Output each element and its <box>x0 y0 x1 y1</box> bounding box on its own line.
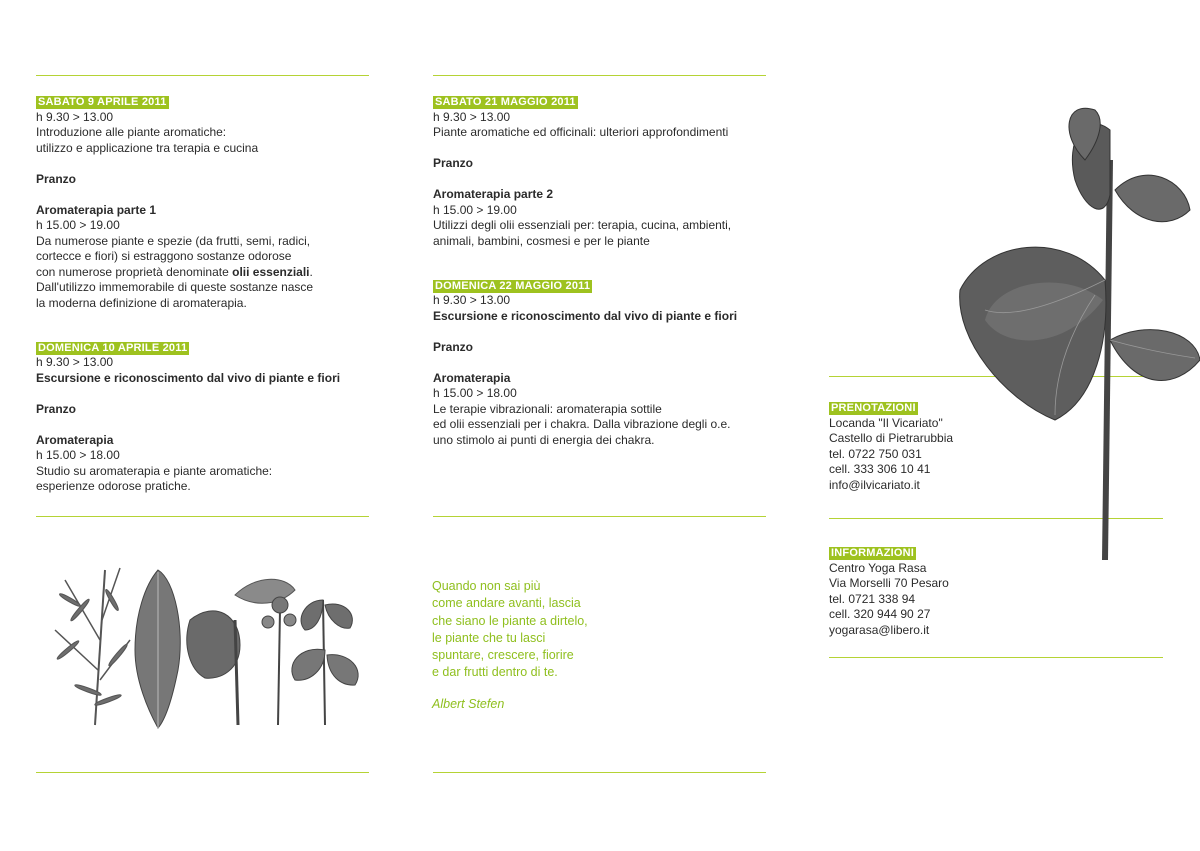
text-line: Studio su aromaterapia e piante aromatiche: <box>36 463 273 478</box>
text-part: con numerose proprietà denominate <box>36 264 233 279</box>
rule-col2-top <box>433 75 766 76</box>
section-tag: INFORMAZIONI <box>831 547 915 559</box>
quote <box>432 578 588 682</box>
contact-phone: tel. 0722 750 031 <box>829 446 922 461</box>
time: h 15.00 > 18.00 <box>433 386 517 400</box>
rule-col2-bottom <box>433 772 766 773</box>
text-line: Utilizzi degli olii essenziali per: terapia, cucina, ambienti, <box>433 218 732 232</box>
text-line: Dall'utilizzo immemorabile di queste sostanze nasce <box>36 280 314 294</box>
date-tag: SABATO 9 APRILE 2011 <box>38 96 167 108</box>
lunch: Pranzo <box>36 401 77 416</box>
time: h 9.30 > 13.00 <box>433 109 511 124</box>
time: h 9.30 > 13.00 <box>36 109 114 124</box>
date-tag: SABATO 21 MAGGIO 2011 <box>435 96 576 108</box>
session-title: Aromaterapia parte 1 <box>36 202 157 217</box>
contact-line: Castello di Pietrarubbia <box>829 431 954 445</box>
quote-line: e dar frutti dentro di te. <box>432 665 558 680</box>
text-line <box>36 265 340 281</box>
contact-line: Via Morselli 70 Pesaro <box>829 576 949 590</box>
session-title: Aromaterapia parte 2 <box>433 187 554 201</box>
herbs-illustration <box>40 560 370 730</box>
session-title: Aromaterapia <box>433 370 511 385</box>
section-tag: PRENOTAZIONI <box>831 402 916 414</box>
emphasis: olii essenziali <box>232 264 310 279</box>
session-title: Aromaterapia <box>36 432 114 447</box>
quote-line: come andare avanti, lascia <box>432 596 581 611</box>
lunch: Pranzo <box>433 339 474 354</box>
session-title: Escursione e riconoscimento dal vivo di piante e fiori <box>433 308 738 323</box>
quote-line: spuntare, crescere, fiorire <box>432 648 574 663</box>
date-tag: DOMENICA 10 APRILE 2011 <box>38 341 188 354</box>
text-line: ed olii essenziali per i chakra. Dalla vibrazione degli o.e. <box>433 417 731 431</box>
text-line: Le terapie vibrazionali: aromaterapia sottile <box>433 401 662 416</box>
text-line: cortecce e fiori) si estraggono sostanze odorose <box>36 249 292 263</box>
column-1 <box>36 94 340 495</box>
time: h 15.00 > 18.00 <box>36 448 120 462</box>
text-line: la moderna definizione di aromaterapia. <box>36 295 247 310</box>
informazioni-block <box>829 545 949 638</box>
rule-col2-mid <box>433 516 766 517</box>
quote-author: Albert Stefen <box>432 697 505 711</box>
time: h 9.30 > 13.00 <box>433 293 511 307</box>
contact-line: Centro Yoga Rasa <box>829 560 927 575</box>
contact-phone: tel. 0721 338 94 <box>829 591 916 606</box>
contact-email: info@ilvicariato.it <box>829 477 920 492</box>
text-line: Introduzione alle piante aromatiche: <box>36 125 227 139</box>
time: h 15.00 > 19.00 <box>433 202 517 217</box>
rule-col1-top <box>36 75 369 76</box>
text-line: animali, bambini, cosmesi e per le piante <box>433 233 650 248</box>
contact-mobile: cell. 320 944 90 27 <box>829 607 931 621</box>
rule-col1-mid <box>36 516 369 517</box>
text-line: Da numerose piante e spezie (da frutti, semi, radici, <box>36 233 311 248</box>
contact-line: Locanda "Il Vicariato" <box>829 415 943 430</box>
contact-mobile: cell. 333 306 10 41 <box>829 462 931 476</box>
text-line: utilizzo e applicazione tra terapia e cucina <box>36 140 259 155</box>
text-line: esperienze odorose pratiche. <box>36 479 191 493</box>
column-2 <box>433 94 737 448</box>
time: h 15.00 > 19.00 <box>36 218 120 232</box>
text-part: . <box>309 264 313 279</box>
session-title: Escursione e riconoscimento dal vivo di piante e fiori <box>36 370 341 385</box>
time: h 9.30 > 13.00 <box>36 355 114 369</box>
quote-line: le piante che tu lasci <box>432 630 546 645</box>
mint-sprig-illustration <box>945 100 1200 565</box>
lunch: Pranzo <box>36 171 77 186</box>
prenotazioni-block <box>829 400 953 493</box>
quote-line: Quando non sai più <box>432 579 541 593</box>
date-tag: DOMENICA 22 MAGGIO 2011 <box>435 279 591 292</box>
rule-col1-bottom <box>36 772 369 773</box>
lunch: Pranzo <box>433 156 474 170</box>
contact-email: yogarasa@libero.it <box>829 622 930 637</box>
quote-line: che siano le piante a dirtelo, <box>432 613 588 628</box>
rule-col3-c <box>829 657 1163 658</box>
text-line: Piante aromatiche ed officinali: ulteriori approfondimenti <box>433 125 729 139</box>
text-line: uno stimolo ai punti di energia dei chakra. <box>433 432 655 447</box>
